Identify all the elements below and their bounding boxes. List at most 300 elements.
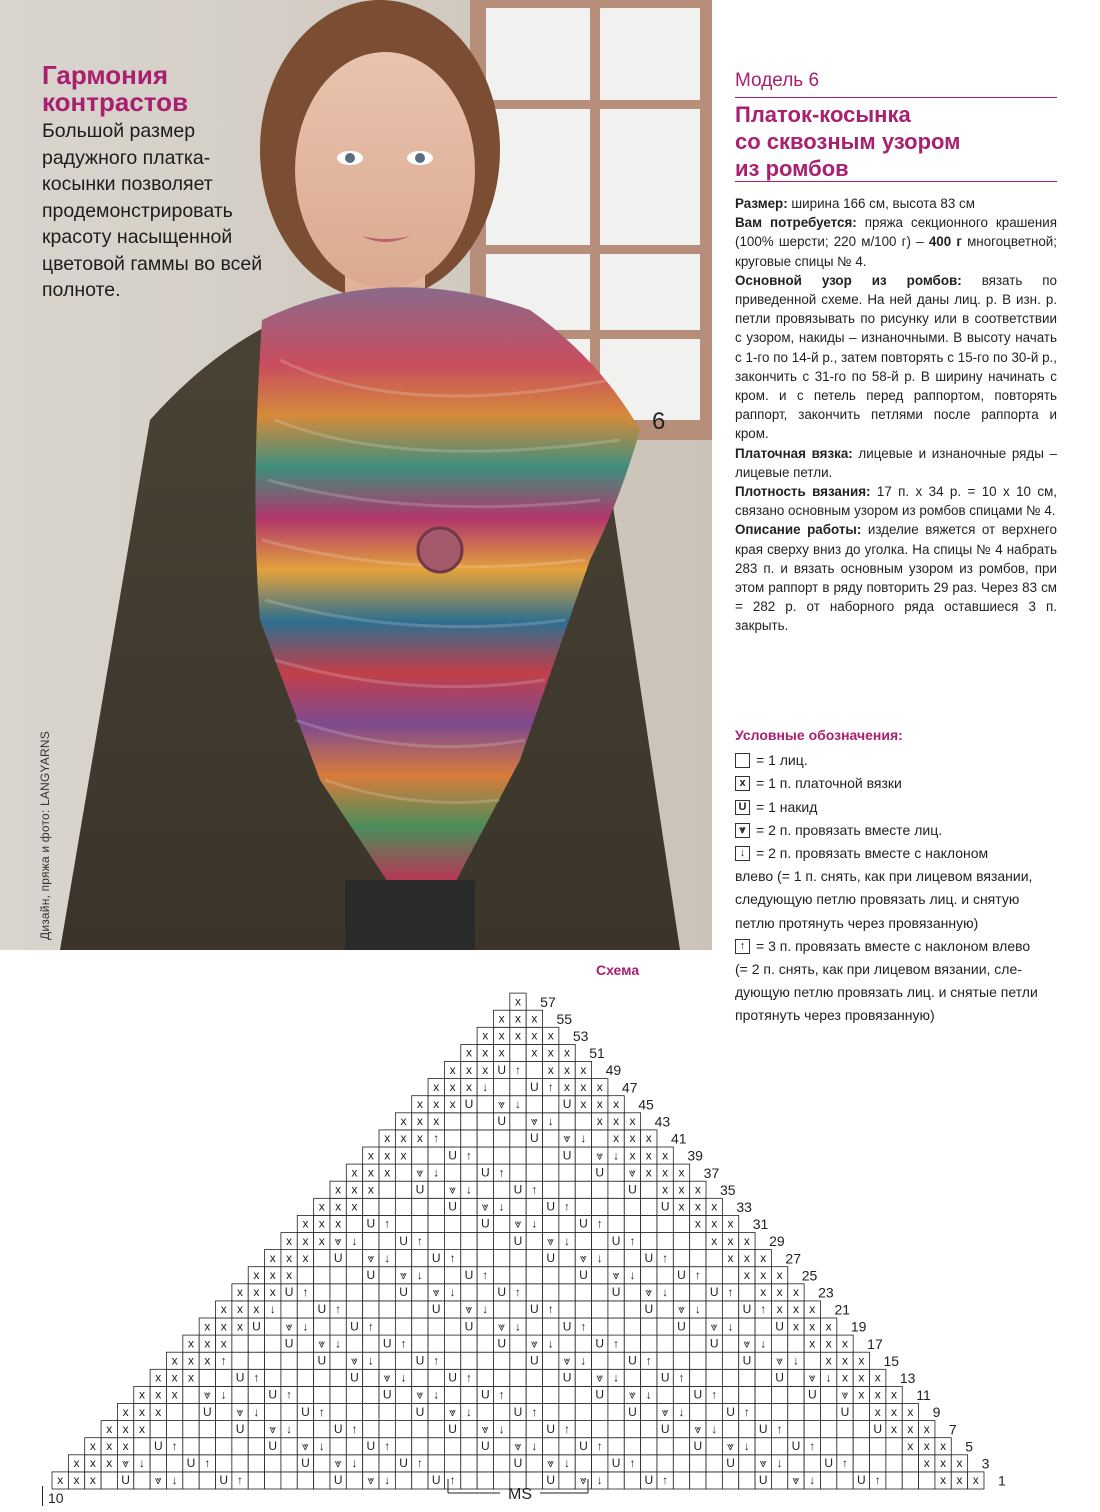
chart-cell [673,1472,689,1489]
chart-symbol: ↓ [809,1473,816,1488]
chart-symbol: ⩔ [776,1353,783,1368]
chart-cell [346,1386,362,1403]
section-text: вязать по приведенной схеме. На ней даны лиц. р. В изн. р. петли провязывать по рисунку или в соответствии с узором, накиды – изнаночными. В высоту начать с 1-го по 14-й р., затем повторять с 15-го по 30-й р., закончить с 31-го по 58-й р. В ширину начинать с кром. и с петель перед раппортом, повторять раппорт, закончить петлями после раппорта и кром. [735,272,1057,442]
chart-cell [624,1421,640,1438]
chart-symbol: ↑ [449,1250,456,1265]
chart-cell [559,1250,575,1267]
chart-symbol: ⩔ [154,1473,162,1488]
chart-cell [706,1369,722,1386]
chart-cell [297,1386,313,1403]
row-number: 49 [605,1062,622,1079]
chart-cell [428,1215,444,1232]
chart-cell [657,1438,673,1455]
chart-cell [575,1301,591,1318]
chart-cell [510,1198,526,1215]
chart-symbol: ↓ [253,1404,260,1419]
chart-cell [575,1164,591,1181]
chart-cell [183,1472,199,1489]
chart-cell [608,1181,624,1198]
chart-symbol: U [301,1404,310,1419]
chart-symbol: x [874,1387,881,1402]
chart-symbol: ⩔ [792,1473,800,1488]
chart-symbol: x [269,1285,276,1300]
section-text: изделие вяжется от верхнего края сверху вниз до уголка. На спицы № 4 набрать 283 п. и вязать основным узором из ромбов, при этом раппорт в ряду повторить 29 раз. Через 83 см = 282 р. от наборного ряда оставшиеся 3 п. закрыть. [735,522,1057,634]
chart-cell [510,1301,526,1318]
chart-cell [510,1267,526,1284]
chart-cell [575,1181,591,1198]
chart-cell [608,1472,624,1489]
chart-symbol: ⩔ [547,1456,555,1471]
chart-cell [493,1233,509,1250]
chart-symbol: U [758,1473,768,1488]
chart-cell [216,1404,232,1421]
chart-cell [444,1301,460,1318]
legend-item [735,796,1085,819]
chart-symbol: x [531,1045,538,1060]
chart-cell [608,1164,624,1181]
chart-symbol: x [351,1165,358,1180]
chart-symbol: ↑ [384,1216,391,1231]
intro-title [42,62,302,116]
legend-item [735,912,1085,935]
chart-symbol: ⩔ [236,1404,244,1419]
chart-cell [412,1421,428,1438]
chart-symbol: U [513,1233,523,1248]
chart-cell [297,1335,313,1352]
chart-symbol: x [400,1114,407,1129]
chart-cell [412,1438,428,1455]
chart-symbol: ↓ [416,1268,423,1283]
chart-cell [412,1318,428,1335]
chart-symbol: U [480,1165,490,1180]
chart-symbol: ↓ [220,1387,227,1402]
chart-cell [706,1404,722,1421]
chart-cell [673,1352,689,1369]
chart-cell [706,1438,722,1455]
chart-symbol: U [252,1319,261,1334]
chart-symbol: x [155,1370,162,1385]
chart-cell [592,1181,608,1198]
intro-text-line: цветовой гаммы во всей [42,252,263,275]
chart-symbol: ⩔ [416,1165,424,1180]
chart-symbol: x [335,1216,342,1231]
chart-cell [592,1198,608,1215]
chart-cell [690,1250,706,1267]
chart-cell [592,1267,608,1284]
chart-cell [739,1369,755,1386]
chart-symbol: x [89,1473,96,1488]
chart-symbol: x [367,1165,374,1180]
chart-symbol: x [596,1097,603,1112]
chart-symbol: U [726,1456,735,1471]
chart-cell [526,1164,542,1181]
intro-text [42,118,302,304]
chart-symbol: x [645,1148,652,1163]
chart-symbol: ↑ [465,1148,472,1163]
chart-symbol: ↓ [564,1233,571,1248]
chart-cell [297,1352,313,1369]
chart-cell [919,1472,935,1489]
chart-symbol: U [464,1268,474,1283]
chart-symbol: x [825,1353,832,1368]
chart-cell [575,1404,591,1421]
chart-cell [641,1267,657,1284]
chart-cell [788,1335,804,1352]
section-heading: Платочная вязка: [735,445,853,461]
chart-symbol: U [219,1473,229,1488]
chart-symbol: x [940,1439,947,1454]
chart-cell [477,1352,493,1369]
chart-symbol: ↓ [580,1131,587,1146]
chart-symbol: ⩔ [727,1439,734,1454]
chart-symbol: x [727,1250,734,1265]
chart-cell [543,1438,559,1455]
chart-symbol: ⩔ [203,1387,211,1402]
chart-cell [493,1215,509,1232]
chart-symbol: U [628,1404,637,1419]
chart-symbol: U [415,1353,425,1368]
chart-cell [265,1404,281,1421]
chart-symbol: ↑ [318,1404,325,1419]
row-number: 27 [785,1250,801,1267]
chart-cell [428,1421,444,1438]
chart-symbol: x [907,1421,914,1436]
chart-cell [428,1318,444,1335]
chart-symbol: U [203,1404,212,1419]
chart-symbol: ↑ [400,1336,407,1351]
chart-cell [526,1284,542,1301]
chart-symbol: ↑ [711,1387,718,1402]
chart-symbol: x [891,1421,898,1436]
legend-text: дующую петлю провязать лиц. и снятые петли [735,984,1038,1001]
chart-cell [804,1421,820,1438]
chart-cell [788,1369,804,1386]
chart-cell [444,1130,460,1147]
row-number: 51 [589,1045,605,1062]
chart-symbol: ⩔ [580,1473,587,1488]
chart-symbol: U [660,1370,670,1385]
chart-symbol: x [204,1319,211,1334]
chart-symbol: x [498,1028,505,1043]
chart-symbol: ↑ [727,1285,734,1300]
chart-cell [543,1386,559,1403]
intro-text-line: косынки позволяет [42,173,213,195]
chart-symbol: x [384,1148,391,1163]
chart-cell [477,1147,493,1164]
chart-cell [673,1335,689,1352]
chart-cell [379,1284,395,1301]
chart-symbol: ⩔ [678,1302,685,1317]
chart-symbol: x [694,1216,701,1231]
section-materials [735,213,1057,271]
chart-cell [150,1421,166,1438]
chart-grid [52,993,984,1489]
chart-cell [493,1079,509,1096]
chart-symbol: ⩔ [432,1285,440,1300]
chart-cell [526,1096,542,1113]
chart-symbol: x [842,1353,848,1368]
chart-cell [641,1215,657,1232]
chart-cell [412,1284,428,1301]
chart-cell [820,1386,836,1403]
chart-symbol: ⩔ [416,1387,424,1402]
chart-symbol: ⩔ [645,1285,653,1300]
chart-symbol: x [596,1079,603,1094]
chart-symbol: x [694,1182,701,1197]
chart-cell [166,1404,182,1421]
chart-cell [559,1284,575,1301]
chart-cell [477,1233,493,1250]
chart-symbol: U [382,1387,392,1402]
chart-cell [722,1267,738,1284]
chart-cell [477,1472,493,1489]
chart-cell [477,1284,493,1301]
legend-text: следующую петлю провязать лиц. и снятую [735,891,1020,908]
chart-cell [232,1386,248,1403]
chart-cell [265,1318,281,1335]
chart-cell [575,1369,591,1386]
chart-symbol: x [662,1182,669,1197]
chart-cell [395,1352,411,1369]
chart-symbol: ↑ [596,1216,603,1231]
chart-symbol: ↑ [482,1268,489,1283]
intro-text-line: радужного платка- [42,146,211,169]
chart-cell [330,1438,346,1455]
chart-symbol: x [907,1404,914,1419]
chart-cell [722,1335,738,1352]
section-text: лицевые и изнаночные ряды – лицевые петли. [735,445,1057,480]
chart-cell [493,1130,509,1147]
chart-symbol: x [809,1302,816,1317]
chart-symbol: x [531,1028,538,1043]
chart-cell [608,1386,624,1403]
chart-cell [493,1404,509,1421]
chart-symbol: x [580,1079,587,1094]
chart-symbol: x [253,1285,260,1300]
chart-symbol: U [235,1370,245,1385]
chart-symbol: x [596,1114,603,1129]
chart-cell [788,1404,804,1421]
chart-cell [314,1267,330,1284]
chart-cell [265,1335,281,1352]
chart-symbol: ⩔ [580,1250,587,1265]
model-title-line: Платок-косынка [735,102,911,127]
chart-cell [314,1386,330,1403]
chart-cell [559,1438,575,1455]
chart-cell [608,1198,624,1215]
section-garter [735,444,1057,482]
chart-symbol: x [106,1421,113,1436]
chart-symbol: x [367,1182,374,1197]
chart-cell [444,1113,460,1130]
chart-cell [314,1421,330,1438]
chart-symbol: U [628,1182,637,1197]
chart-symbol: x [547,1045,554,1060]
chart-cell [853,1421,869,1438]
chart-symbol: ↑ [776,1421,783,1436]
chart-symbol: ↓ [580,1353,587,1368]
section-heading: Плотность вязания: [735,484,871,500]
chart-cell [412,1147,428,1164]
chart-symbol: U [611,1456,621,1471]
chart-symbol: x [662,1148,669,1163]
chart-cell [526,1198,542,1215]
chart-symbol: x [711,1233,718,1248]
chart-cell [870,1455,886,1472]
legend-text: (= 2 п. снять, как при лицевом вязании, сле- [735,961,1022,978]
chart-cell [134,1472,150,1489]
row-number: 35 [720,1181,736,1198]
chart-symbol: ↑ [220,1353,227,1368]
chart-symbol: x [498,1045,505,1060]
chart-symbol: ↑ [842,1456,848,1471]
chart-cell [412,1472,428,1489]
chart-symbol: U [807,1387,817,1402]
chart-symbol: U [546,1199,556,1214]
chart-cell [559,1472,575,1489]
chart-cell [199,1472,215,1489]
chart-cell [363,1198,379,1215]
chart-cell [690,1369,706,1386]
chart-cell [559,1113,575,1130]
chart-cell [477,1113,493,1130]
chart-cell [706,1301,722,1318]
chart-cell [820,1421,836,1438]
chart-symbol: U [415,1182,425,1197]
section-heading: Вам потребуется: [735,215,857,231]
chart-symbol: ↓ [286,1421,293,1436]
chart-symbol: x [564,1045,571,1060]
chart-cell [395,1472,411,1489]
chart-cell [788,1386,804,1403]
chart-cell [395,1164,411,1181]
chart-symbol: x [171,1353,178,1368]
chart-cell [510,1147,526,1164]
chart-symbol: x [531,1011,538,1026]
chart-cell [526,1455,542,1472]
chart-symbol: x [89,1439,96,1454]
chart-symbol: U [186,1456,196,1471]
chart-cell [428,1267,444,1284]
chart-cell [346,1284,362,1301]
chart-symbol: x [465,1062,472,1077]
page-number: 10 [48,1490,64,1506]
chart-symbol: U [235,1421,245,1436]
legend-item [735,842,1085,865]
chart-symbol: U [562,1148,572,1163]
chart-cell [706,1250,722,1267]
chart-symbol: U [366,1268,376,1283]
chart-cell [641,1233,657,1250]
chart-symbol: x [760,1268,767,1283]
chart-symbol: ↑ [253,1370,260,1385]
row-number: 25 [801,1267,818,1284]
chart-cell [412,1198,428,1215]
chart-cell [510,1130,526,1147]
chart-cell [412,1301,428,1318]
chart-cell [641,1369,657,1386]
chart-symbol: ⩔ [465,1302,473,1317]
chart-cell [281,1301,297,1318]
intro-title-line: Гармония [42,60,169,90]
chart-symbol: ↑ [629,1233,636,1248]
chart-symbol: U [579,1439,588,1454]
chart-symbol: x [188,1336,194,1351]
chart-cell [461,1233,477,1250]
chart-cell [559,1164,575,1181]
chart-symbol: ⩔ [596,1148,604,1163]
section-heading: Основной узор из ромбов: [735,272,962,288]
chart-cell [575,1386,591,1403]
chart-symbol: ↑ [531,1404,538,1419]
chart-symbol: x [923,1421,930,1436]
chart-cell [575,1335,591,1352]
chart-cell [216,1369,232,1386]
chart-symbol: ↓ [269,1302,276,1317]
chart-cell [526,1233,542,1250]
chart-cell [379,1404,395,1421]
chart-cell [395,1301,411,1318]
chart-symbol: U [497,1062,506,1077]
chart-cell [346,1335,362,1352]
chart-cell [346,1438,362,1455]
chart-symbol: U [595,1165,605,1180]
chart-cell [804,1352,820,1369]
chart-cell [412,1250,428,1267]
chart-cell [428,1181,444,1198]
section-size [735,194,1057,213]
chart-symbol: x [809,1319,816,1334]
chart-symbol: x [547,1062,554,1077]
chart-cell [363,1301,379,1318]
chart-symbol: x [776,1268,783,1283]
chart-symbol: x [138,1404,145,1419]
chart-symbol: ⩔ [563,1131,571,1146]
chart-cell [608,1318,624,1335]
chart-cell [624,1472,640,1489]
chart-symbol: ↑ [416,1233,423,1248]
sk2p-icon: ↑ [735,939,750,954]
chart-symbol: ↓ [482,1079,489,1094]
chart-symbol: ↑ [384,1439,391,1454]
chart-cell [461,1215,477,1232]
intro-text-line: продемонстрировать [42,199,233,222]
chart-cell [592,1352,608,1369]
chart-cell [657,1455,673,1472]
chart-cell [526,1369,542,1386]
chart-symbol: x [204,1353,211,1368]
chart-symbol: x [645,1131,652,1146]
chart-symbol: ⩔ [481,1421,489,1436]
chart-symbol: x [204,1336,211,1351]
row-number: 1 [997,1472,1006,1489]
chart-cell [722,1386,738,1403]
chart-cell [216,1455,232,1472]
legend-item [735,888,1085,911]
chart-cell [739,1386,755,1403]
chart-symbol: x [449,1062,456,1077]
chart-symbol: U [562,1097,572,1112]
chart-symbol: x [433,1097,440,1112]
chart-cell [559,1267,575,1284]
chart-cell [461,1421,477,1438]
chart-cell [771,1438,787,1455]
legend-text: влево (= 1 п. снять, как при лицевом вязании, [735,868,1033,885]
chart-symbol: ↓ [465,1404,472,1419]
chart-cell [608,1421,624,1438]
chart-symbol: U [644,1250,654,1265]
chart-symbol: ⩔ [351,1353,358,1368]
